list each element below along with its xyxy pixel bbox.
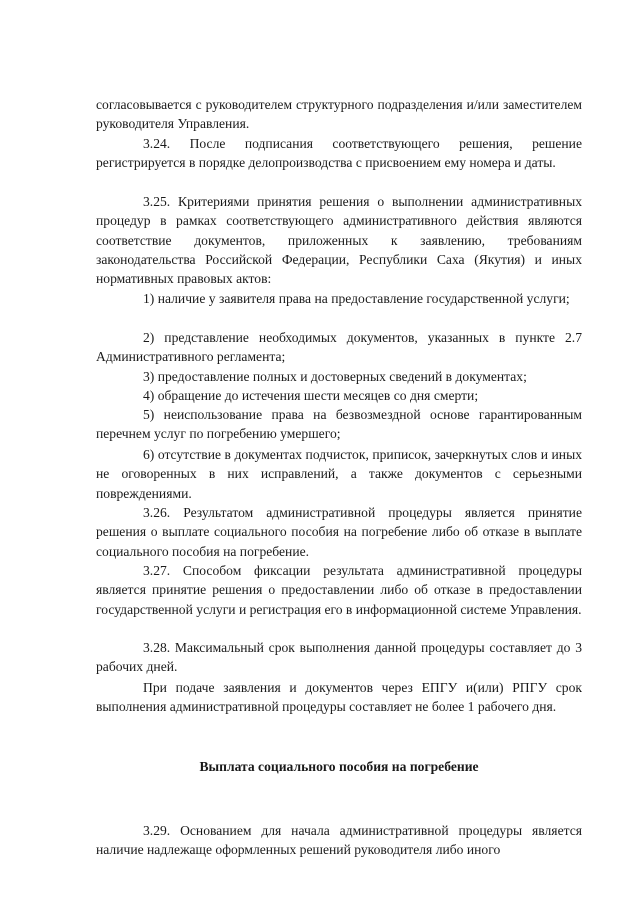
paragraph-epgu: При подаче заявления и документов через ЕПГУ и(или) РПГУ срок выполнения административной процедуры составляет не более 1 рабочего дня.	[96, 680, 582, 715]
paragraph-3-27: 3.27. Способом фиксации результата административной процедуры является принятие решения о предоставлении либо об отказе в предоставлении государственной услуги и регистрация его в информационной системе Управления.	[96, 563, 582, 617]
list-item-4: 4) обращение до истечения шести месяцев со дня смерти;	[143, 388, 479, 403]
list-item-6: 6) отсутствие в документах подчисток, приписок, зачеркнутых слов и иных не оговоренных в них исправлений, а также документов с серьезными повреждениями.	[96, 447, 582, 501]
paragraph-3-25: 3.25. Критериями принятия решения о выполнении административных процедур в рамках соответствующего административного действия являются соответствие документов, приложенных к заявлению, требованиям законодательства Российской Федерации, Республики Саха (Якутия) и иных нормативных правовых актов:	[96, 194, 582, 287]
list-item-5: 5) неиспользование права на безвозмездной основе гарантированным перечнем услуг по погребению умершего;	[96, 407, 582, 442]
list-item-1: 1) наличие у заявителя права на предоставление государственной услуги;	[143, 291, 570, 306]
paragraph-3-24: 3.24. После подписания соответствующего решения, решение регистрируется в порядке делопроизводства с присвоением ему номера и даты.	[96, 136, 582, 171]
section-heading: Выплата социального пособия на погребение	[199, 759, 479, 774]
paragraph-3-26: 3.26. Результатом административной процедуры является принятие решения о выплате социального пособия на погребение либо об отказе в выплате социального пособия на погребение.	[96, 505, 582, 559]
list-item-2: 2) представление необходимых документов, указанных в пункте 2.7 Административного регламента;	[96, 330, 582, 365]
list-item-3: 3) предоставление полных и достоверных сведений в документах;	[143, 369, 527, 384]
paragraph-3-29: 3.29. Основанием для начала административной процедуры является наличие надлежаще оформленных решений руководителя либо иного	[96, 823, 582, 858]
paragraph-3-28: 3.28. Максимальный срок выполнения данной процедуры составляет до 3 рабочих дней.	[96, 640, 582, 675]
paragraph-continuation: согласовывается с руководителем структурного подразделения и/или заместителем руководителя Управления.	[96, 97, 582, 132]
